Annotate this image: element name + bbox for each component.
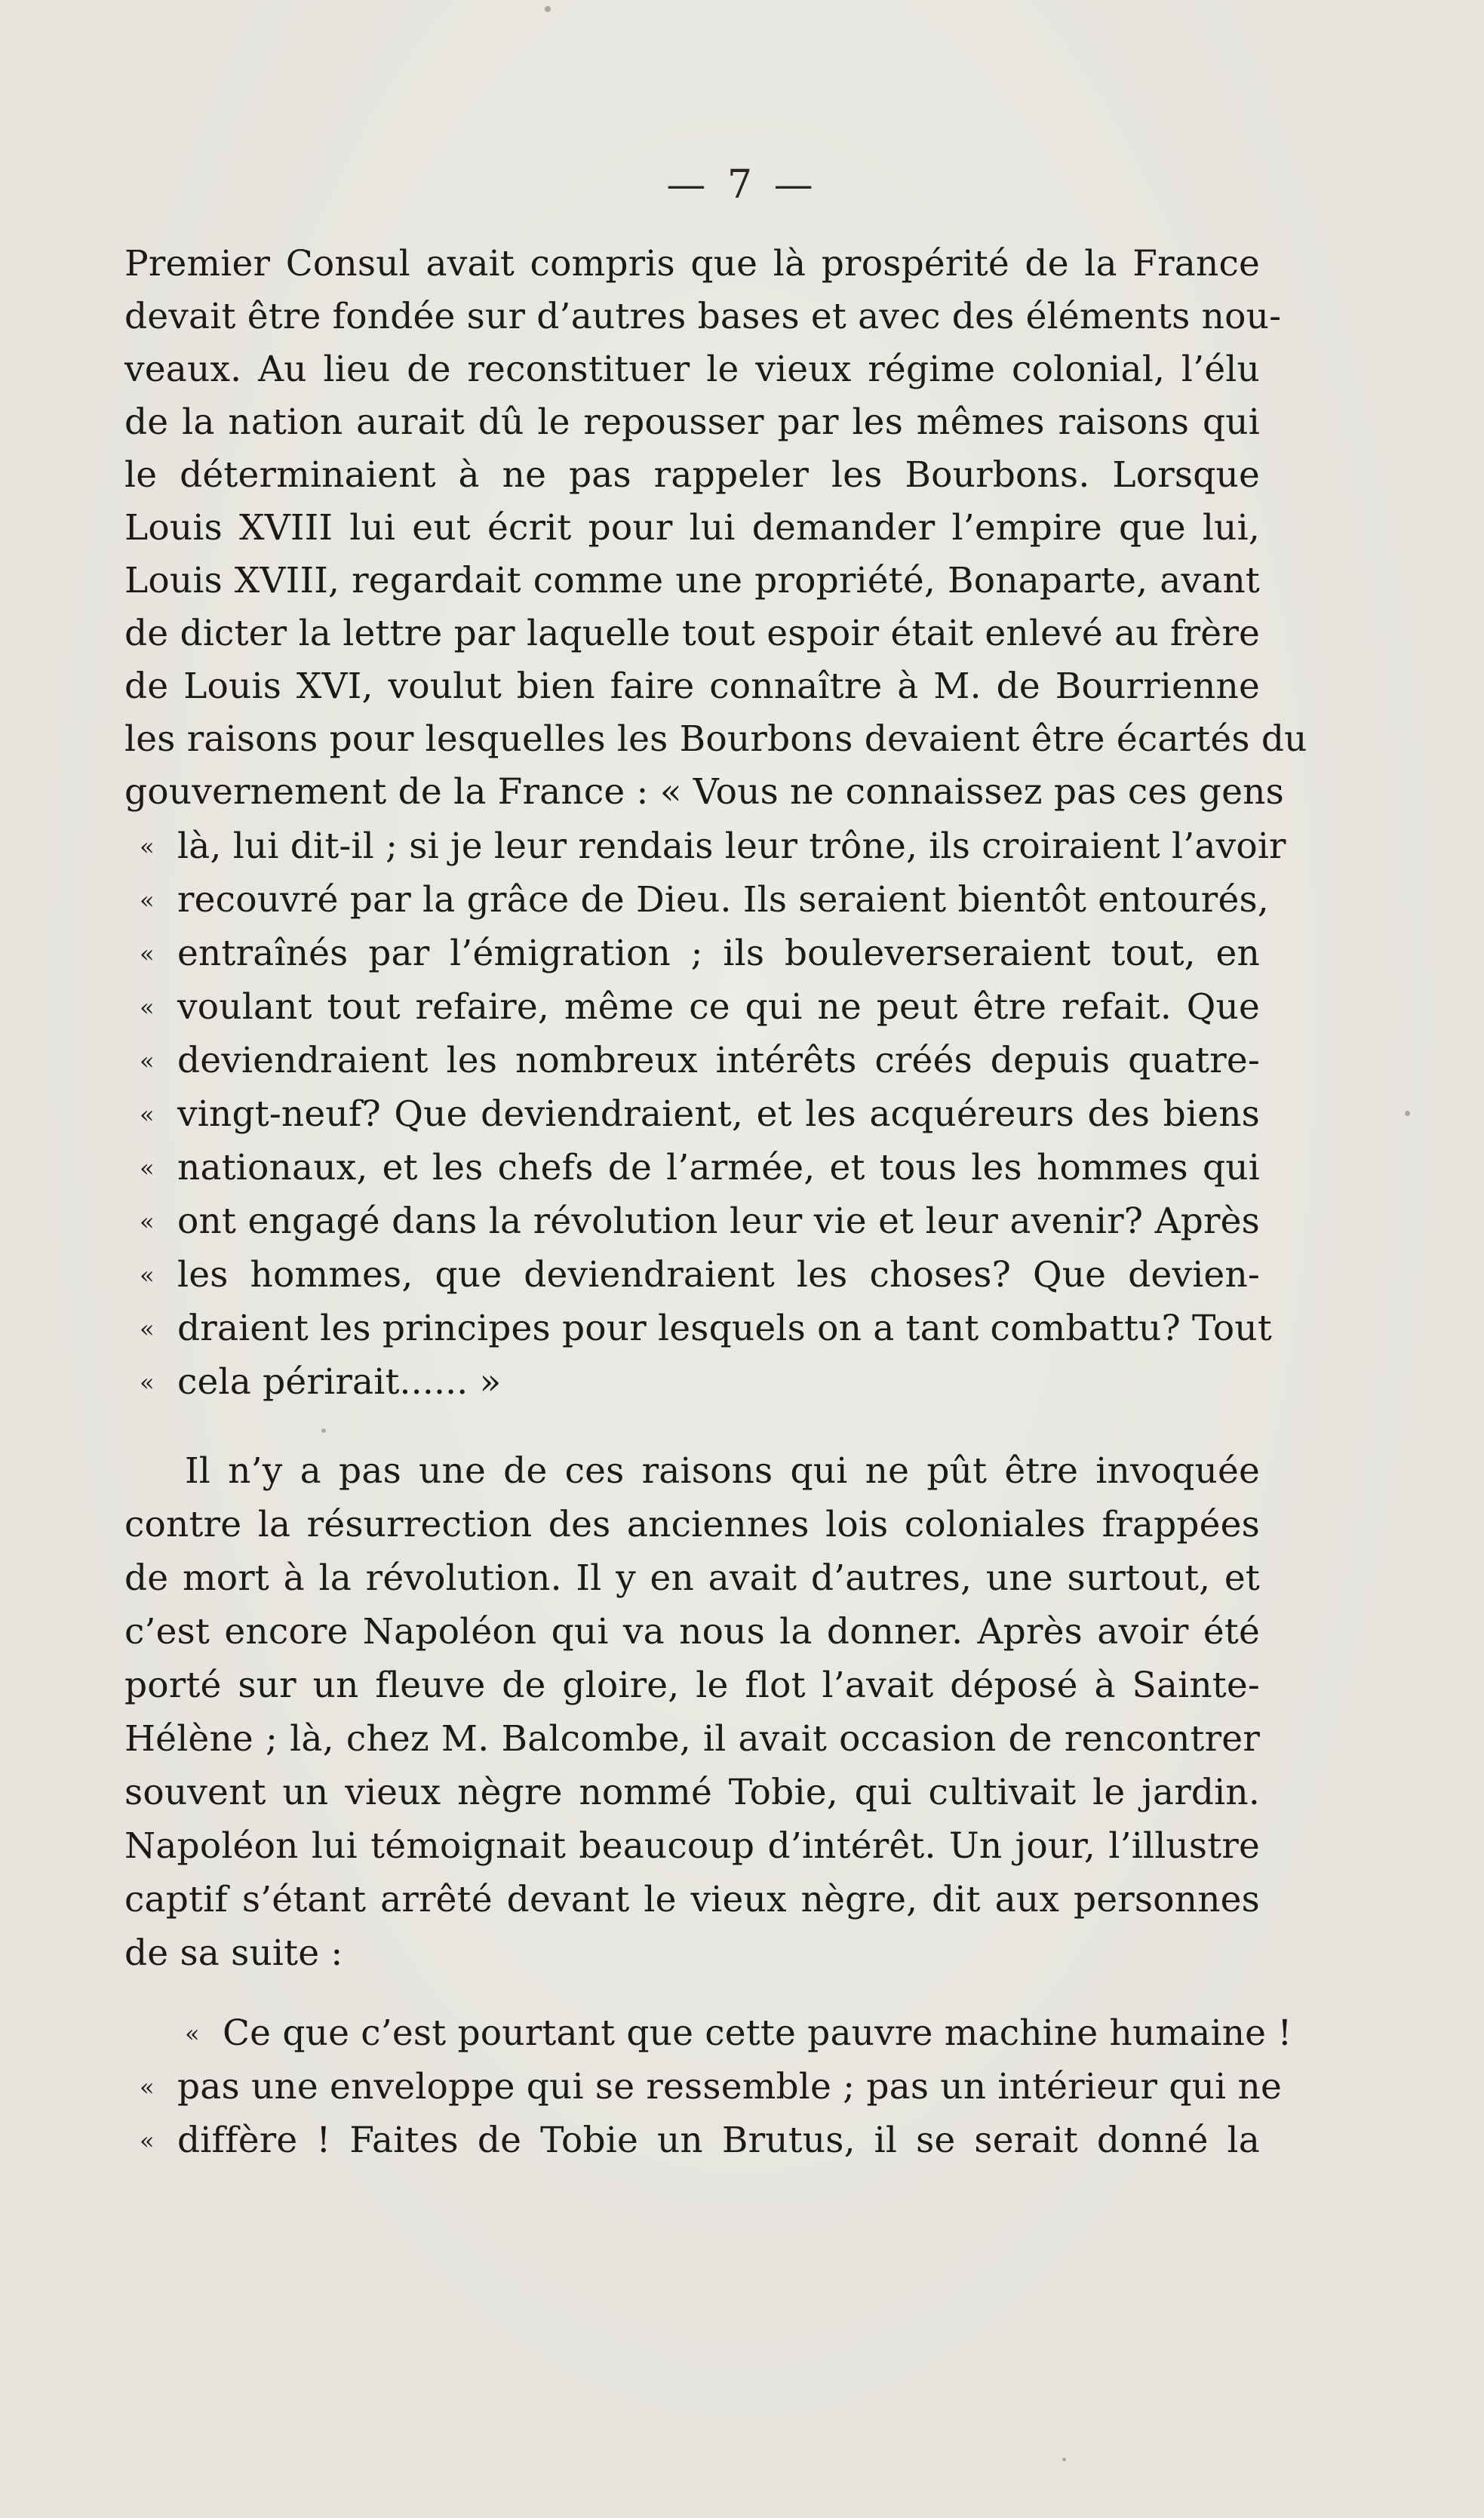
paper-speck	[1405, 1111, 1410, 1116]
quote-line	[140, 927, 1260, 980]
text-line: Louis XVIII, regardait comme une propriété, Bonaparte, avant	[124, 560, 1260, 601]
quote-line	[140, 1088, 1260, 1141]
quote-text: entraînés par l’émigration ; ils bouleverseraient tout, en	[177, 933, 1260, 974]
quote-text: nationaux, et les chefs de l’armée, et tous les hommes qui	[177, 1147, 1260, 1188]
guillemet-mark: «	[140, 1154, 155, 1182]
text-line: de sa suite :	[124, 1932, 343, 1974]
text-line: de mort à la révolution. Il y en avait d’autres, une surtout, et	[124, 1557, 1260, 1599]
quote-text: ont engagé dans la révolution leur vie et leur avenir? Après	[177, 1201, 1260, 1242]
text-line: souvent un vieux nègre nommé Tobie, qui cultivait le jardin.	[124, 1772, 1260, 1813]
quote-text: deviendraient les nombreux intérêts créés depuis quatre-	[177, 1040, 1260, 1081]
guillemet-mark: «	[140, 2126, 155, 2155]
paper-speck	[545, 6, 551, 12]
quote-text: là, lui dit-il ; si je leur rendais leur trône, ils croiraient l’avoir	[177, 825, 1286, 867]
guillemet-mark: «	[140, 1047, 155, 1075]
quote-text: recouvré par la grâce de Dieu. Ils seraient bientôt entourés,	[177, 879, 1269, 921]
text-line: Hélène ; là, chez M. Balcombe, il avait occasion de rencontrer	[124, 1718, 1260, 1760]
guillemet-mark: «	[140, 1314, 155, 1343]
text-line: Premier Consul avait compris que là prospérité de la France	[124, 243, 1260, 284]
text-line: veaux. Au lieu de reconstituer le vieux régime colonial, l’élu	[124, 349, 1260, 390]
guillemet-mark: «	[140, 1368, 155, 1397]
guillemet-mark: «	[140, 1261, 155, 1290]
page-number: — 7 —	[666, 162, 818, 208]
quote-line	[185, 2007, 1292, 2060]
quote-text: voulant tout refaire, même ce qui ne peut être refait. Que	[177, 986, 1260, 1028]
guillemet-mark: «	[140, 993, 155, 1022]
text-line: de dicter la lettre par laquelle tout espoir était enlevé au frère	[124, 613, 1260, 654]
quote-line	[140, 1356, 1260, 1409]
guillemet-mark: «	[185, 2019, 200, 2048]
text-line: de Louis XVI, voulut bien faire connaître à M. de Bourrienne	[124, 666, 1260, 707]
quote-text: draient les principes pour lesquels on a tant combattu? Tout	[177, 1308, 1272, 1349]
quote-line	[140, 1035, 1260, 1087]
quote-line	[140, 1249, 1260, 1302]
quote-line	[140, 874, 1269, 927]
quote-text: vingt-neuf? Que deviendraient, et les acquéreurs des biens	[177, 1093, 1260, 1135]
text-line: Louis XVIII lui eut écrit pour lui demander l’empire que lui,	[124, 507, 1260, 549]
guillemet-mark: «	[140, 1100, 155, 1129]
quote-line	[140, 1302, 1272, 1355]
text-line: le déterminaient à ne pas rappeler les Bourbons. Lorsque	[124, 454, 1260, 496]
text-line: captif s’étant arrêté devant le vieux nègre, dit aux personnes	[124, 1879, 1260, 1920]
text-line: c’est encore Napoléon qui va nous la donner. Après avoir été	[124, 1611, 1260, 1653]
text-line: contre la résurrection des anciennes lois coloniales frappées	[124, 1504, 1260, 1545]
quote-line	[140, 2061, 1282, 2114]
quote-line	[140, 1195, 1260, 1248]
quote-text: Ce que c’est pourtant que cette pauvre machine humaine !	[223, 2012, 1292, 2054]
guillemet-mark: «	[140, 2073, 155, 2101]
text-line: devait être fondée sur d’autres bases et avec des éléments nou-	[124, 296, 1282, 337]
text-line: Napoléon lui témoignait beaucoup d’intérêt. Un jour, l’illustre	[124, 1825, 1260, 1867]
text-line: les raisons pour lesquelles les Bourbons devaient être écartés du	[124, 718, 1307, 760]
quote-text: diffère ! Faites de Tobie un Brutus, il se serait donné la	[177, 2120, 1260, 2161]
guillemet-mark: «	[140, 939, 155, 968]
quote-text: pas une enveloppe qui se ressemble ; pas un intérieur qui ne	[177, 2066, 1282, 2108]
text-line: gouvernement de la France : « Vous ne connaissez pas ces gens	[124, 771, 1284, 813]
quote-line	[140, 981, 1260, 1034]
paper-speck	[1062, 2458, 1066, 2461]
text-line: porté sur un fleuve de gloire, le flot l’avait déposé à Sainte-	[124, 1665, 1260, 1706]
text-line: de la nation aurait dû le repousser par les mêmes raisons qui	[124, 401, 1260, 443]
quote-text: les hommes, que deviendraient les choses? Que devien-	[177, 1254, 1260, 1296]
paper-speck	[321, 1428, 326, 1433]
quote-line	[140, 820, 1286, 873]
guillemet-mark: «	[140, 886, 155, 915]
guillemet-mark: «	[140, 832, 155, 861]
quote-line	[140, 1142, 1260, 1194]
text-line: Il n’y a pas une de ces raisons qui ne pût être invoquée	[185, 1450, 1260, 1492]
quote-line	[140, 2114, 1260, 2167]
guillemet-mark: «	[140, 1207, 155, 1236]
quote-text: cela périrait...... »	[177, 1361, 502, 1403]
